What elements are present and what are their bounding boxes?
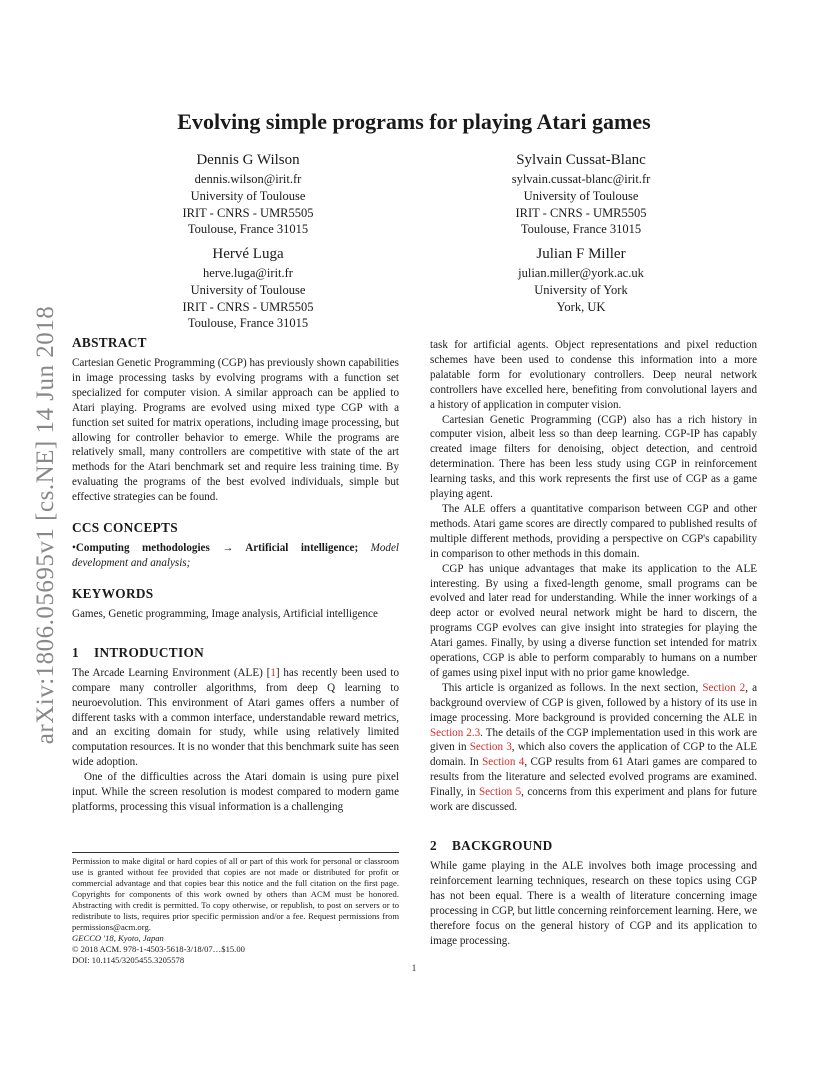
abstract-heading: ABSTRACT [72, 335, 147, 350]
text-run: ] has recently been used to compare many controller algorithms, from deep Q learning to neuroevolution. This environment of Atari games offers a number of different tasks with a common interface, understandable reward metrics, and an exciting domain for study, while using relatively limited computation resources. It is no wonder that this benchmark suite has seen wide adoption. [72, 666, 400, 769]
text-run: , CGP results from 61 Atari games are compared to results from the literature and selected evolved programs are examined. Finally, in [430, 756, 757, 799]
ccs-primary: Computing methodologies → Artificial intelligence; [75, 542, 359, 555]
intro-paragraph [72, 666, 399, 770]
author-block [451, 150, 711, 238]
conference-venue: GECCO '18, Kyoto, Japan [72, 933, 164, 943]
paper-title: Evolving simple programs for playing Atari games [177, 109, 651, 134]
ccs-bullet: • [72, 542, 76, 555]
author-name: Hervé Luga [212, 246, 284, 262]
section-link[interactable]: Section 2.3 [430, 726, 481, 739]
section-number: 2 [430, 838, 437, 853]
author-name: Sylvain Cussat-Blanc [516, 152, 646, 168]
citation-link[interactable]: 1 [270, 666, 276, 679]
section-link[interactable]: Section 2 [702, 681, 746, 694]
text-run: , a background overview of CGP is given, followed by a history of its use in image processing. More background is provided concerning the ALE in [430, 681, 757, 724]
ccs-heading: CCS CONCEPTS [72, 520, 178, 536]
author-email: dennis.wilson@irit.fr [194, 172, 302, 186]
section-title: INTRODUCTION [94, 644, 204, 660]
body-paragraph: CGP has unique advantages that make its application to the ALE interesting. By using a fixed-length genome, small programs can be evolved and later read for understanding. While the inner workings of a deep actor or evolved neural network might be hard to discern, the programs CGP evolves can give insight into strategies for playing the Atari games. Finally, by using a diverse function set intended for matrix operations, CGP is able to perform comparably to humans on a number of games using pixel input with no prior game knowledge. [430, 562, 757, 679]
background-paragraph: While game playing in the ALE involves both image processing and reinforcement learning techniques, research on these topics using CGP has not been equal. There is a wealth of literature concerning image processing in CGP, but little concerning reinforcement learning. Here, we therefore focus on the general history of CGP and its application to image processing. [430, 860, 757, 947]
author-affiliation: University of York [534, 282, 628, 297]
body-paragraph [430, 681, 757, 815]
abstract-text: Cartesian Genetic Programming (CGP) has previously shown capabilities in image processing tasks by evolving programs with a function set specialized for computer vision. A similar approach can be applied to Atari playing. Programs are evolved using mixed type CGP with a function set suited for matrix operations, including image processing, but allowing for controller behavior to emerge. While the programs are relatively small, many controllers are competitive with state of the art methods for the Atari benchmark set and require less training time. By evaluating the programs of the best evolved individuals, simple but effective strategies can be found. [72, 357, 399, 504]
author-affiliation: University of Toulouse [523, 188, 639, 203]
keywords-heading: KEYWORDS [72, 585, 154, 601]
section-title: BACKGROUND [452, 838, 553, 853]
author-location: York, UK [556, 299, 606, 314]
author-block [451, 244, 711, 315]
arxiv-stamp [24, 290, 68, 760]
background-heading [430, 837, 757, 855]
page-number: 1 [411, 963, 417, 973]
doi-line: DOI: 10.1145/3205455.3205578 [72, 955, 185, 965]
permission-text: Permission to make digital or hard copies of all or part of this work for personal or classroom use is granted without fee provided that copies are not made or distributed for profit or commercial advantage and that copies bear this notice and the full citation on the first page. Copyrights for components of this work owned by others than ACM must be honored. Abstracting with credit is permitted. To copy otherwise, or republish, to post on servers or to redistribute to lists, requires prior specific permission and/or a fee. Request permissions from permissions@acm.org. [72, 856, 399, 932]
copyright-line: © 2018 ACM. 978-1-4503-5618-3/18/07…$15.00 [72, 944, 245, 954]
author-location: Toulouse, France 31015 [187, 222, 309, 237]
arxiv-stamp-text: arXiv:1806.05695v1 [cs.NE] 14 Jun 2018 [32, 305, 59, 745]
permission-footnote [72, 852, 399, 966]
author-location: Toulouse, France 31015 [187, 316, 309, 331]
ccs-concepts [72, 541, 399, 571]
author-email: herve.luga@irit.fr [203, 266, 293, 280]
body-paragraph: task for artificial agents. Object representations and pixel reduction schemes have been used to condense this information into a more palatable form for evolutionary controllers. Deep neural network controllers have excelled here, benefiting from convolutional layers and a history of application in computer vision. [430, 339, 757, 411]
author-email: julian.miller@york.ac.uk [518, 266, 644, 280]
body-paragraph: The ALE offers a quantitative comparison between CGP and other methods. Atari game scores are directly compared to published results of multiple different methods, providing a perspective on CGP's capability in comparison to other methods in this domain. [430, 502, 757, 560]
author-affiliation: IRIT - CNRS - UMR5505 [182, 205, 314, 220]
author-affiliation: IRIT - CNRS - UMR5505 [515, 205, 647, 220]
keywords-text: Games, Genetic programming, Image analysis, Artificial intelligence [72, 607, 378, 620]
section-link[interactable]: Section 5 [478, 786, 522, 799]
author-email: sylvain.cussat-blanc@irit.fr [511, 172, 651, 186]
author-name: Dennis G Wilson [196, 152, 300, 168]
author-affiliation: IRIT - CNRS - UMR5505 [182, 299, 314, 314]
author-affiliation: University of Toulouse [190, 282, 306, 297]
text-run: , concerns from this experiment and plans for future work are discussed. [430, 786, 757, 814]
text-run: , which also covers the application of CGP to the ALE domain. In [430, 741, 758, 769]
text-run: This article is organized as follows. In the next section, [442, 681, 703, 694]
intro-paragraph: One of the difficulties across the Atari domain is using pure pixel input. While the screen resolution is modest compared to modern game platforms, processing this visual information is a challenging [72, 771, 399, 813]
body-paragraph: Cartesian Genetic Programming (CGP) also has a rich history in computer vision, albeit less so than deep learning. CGP-IP has capably created image filters for denoising, object detection, and centroid determination. There has been less study using CGP in reinforcement learning tasks, and this work represents the first use of CGP as a game playing agent. [430, 413, 757, 501]
section-link[interactable]: Section 4 [482, 756, 525, 769]
section-number: 1 [72, 644, 79, 660]
author-affiliation: University of Toulouse [190, 188, 306, 203]
text-run: The Arcade Learning Environment (ALE) [ [72, 666, 271, 679]
text-run: . The details of the CGP implementation used in this work are given in [430, 726, 757, 754]
right-column [430, 338, 757, 948]
author-name: Julian F Miller [536, 246, 626, 262]
author-location: Toulouse, France 31015 [520, 222, 642, 237]
author-block [118, 150, 378, 238]
intro-heading [72, 644, 399, 662]
ccs-secondary: Model development and analysis; [72, 542, 399, 569]
left-column [72, 334, 399, 815]
author-block [118, 244, 378, 332]
section-link[interactable]: Section 3 [469, 741, 512, 754]
